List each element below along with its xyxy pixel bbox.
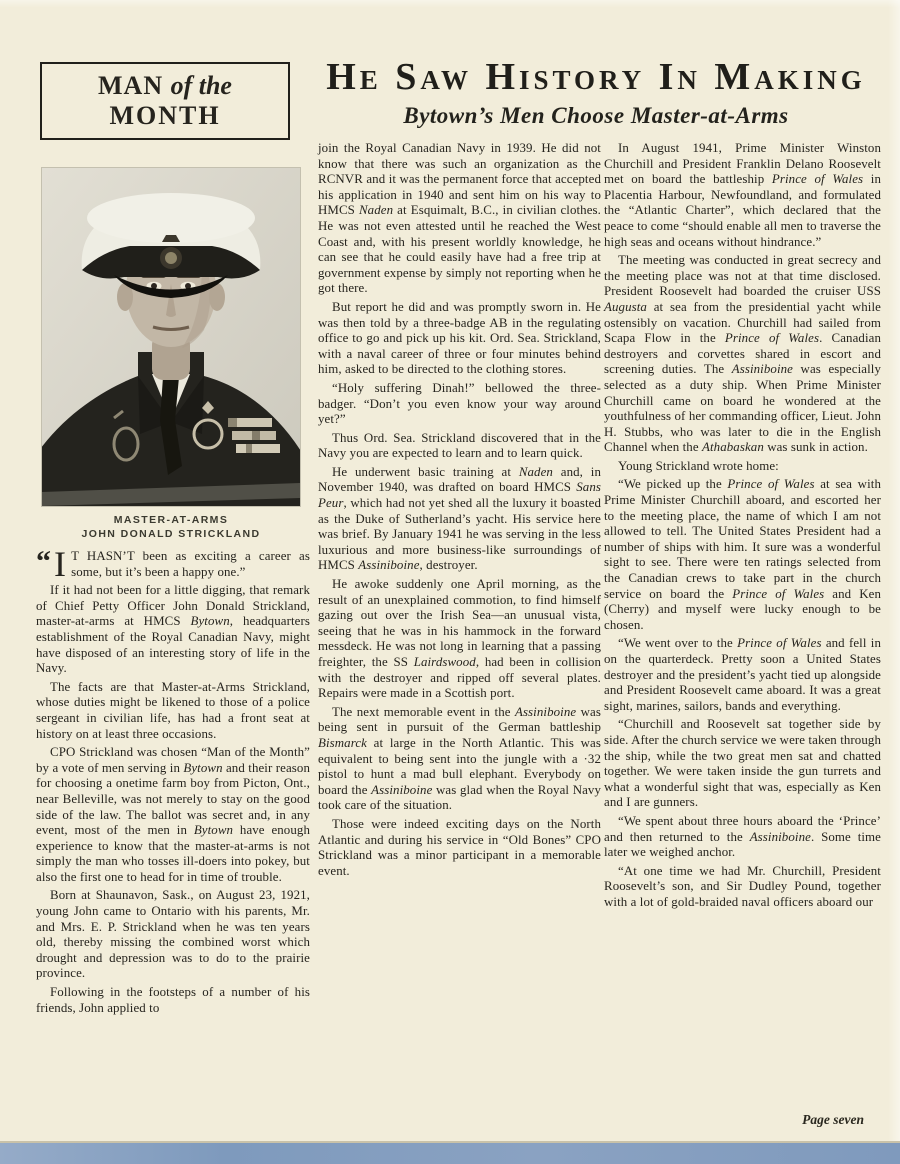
photo-caption [34, 513, 308, 541]
paragraph: Following in the footsteps of a number of his friends, John applied to [36, 985, 310, 1015]
drop-cap: I [54, 544, 67, 584]
paragraph: Thus Ord. Sea. Strickland discovered that in the Navy you are expected to learn and to learn quick. [318, 430, 601, 461]
paragraph: He awoke suddenly one April morning, as the result of an unexplained commotion, to find himself gazing out over the Irish Sea—an unusual vista, seeing that he was in his hammock in the forward messdeck. He was not long in learning that a passing freighter, the SS Lairdswood, had been in collision with the destroyer and ripped off several plates. Repairs were made in a Scottish port. [318, 577, 601, 701]
article-column-right [604, 141, 881, 914]
paragraph: “We spent about three hours aboard the ‘Prince’ and then returned to the Assiniboine. Some time later we weighed anchor. [604, 813, 882, 860]
headline-block [306, 56, 886, 129]
lead-text: T HASN’T been as exciting a career as some, but it’s been a happy one.” [71, 549, 310, 579]
photo-caption-line2: JOHN DONALD STRICKLAND [81, 528, 261, 540]
portrait-photo-art [42, 168, 300, 506]
scan-edge-right [888, 0, 900, 1164]
photo-caption-line1: MASTER-AT-ARMS [113, 514, 229, 526]
opening-quote-mark: “ [36, 545, 49, 578]
paragraph: Those were indeed exciting days on the North Atlantic and during his service in “Old Bones” CPO Strickland was a minor participant in a memorable event. [318, 816, 601, 878]
man-of-month-line2: MONTH [109, 101, 221, 130]
man-of-month-line1: MAN of the [98, 71, 232, 100]
scan-edge-top [0, 0, 900, 8]
paragraph: If it had not been for a little digging, that remark of Chief Petty Officer John Donald Strickland, master-at-arms at HMCS Bytown, headquarters establishment of the Royal Canadian Navy, might have disposed of an interesting story of life in the Navy. [36, 583, 311, 676]
paragraph: “We picked up the Prince of Wales at sea with Prime Minister Churchill aboard, and escorted her to the meeting place, the name of which I am not allowed to tell. The United States President had a number of ships with him. It sure was a wonderful sight to see. There were ten ratings selected from the Canadian crews to take part in the church service on board the Prince of Wales and Ken (Cherry) and myself were lucky enough to be chosen. [604, 477, 881, 632]
paragraph: But report he did and was promptly sworn in. He was then told by a three-badge AB in the regulating office to go and pick up his kit. Ord. Sea. Strickland, with a naval career of three or four minutes behind him, asked to be directed to the clothing stores. [318, 299, 601, 377]
article-column-left [36, 544, 311, 1019]
paragraph: “We went over to the Prince of Wales and fell in on the quarterdeck. Pretty soon a United States destroyer and the president’s yacht tied up alongside and President Roosevelt came aboard. It was a great sight, marines, sailors, bands and everything. [604, 636, 881, 713]
paragraph: Born at Shaunavon, Sask., on August 23, 1921, young John came to Ontario with his parents, Mr. and Mrs. E. P. Strickland when he was ten years old, thereby missing the combined worst which drought and depression was to do to the prairie province. [36, 888, 310, 981]
paragraph: The meeting was conducted in great secrecy and the meeting place was not at that time disclosed. President Roosevelt had boarded the cruiser USS Augusta at sea from the presidential yacht while ostensibly on vacation. Churchill had sailed from Scapa Flow in the Prince of Wales. Canadian destroyers and corvettes shared in escort and screening duties. The Assiniboine was especially selected as a duty ship. When Prime Minister Churchill came on board he wondered at the youthfulness of her commanding officer, Lieut. John H. Stubbs, who was later to die in the English Channel when the Athabaskan was sunk in action. [604, 253, 881, 455]
paragraph: Young Strickland wrote home: [618, 458, 779, 473]
page-subtitle: Bytown’s Men Choose Master-at-Arms [403, 103, 789, 128]
paragraph: “Churchill and Roosevelt sat together side by side. After the church service we were taken through the ship, while the two great men sat and chatted together. We were taken inside the gun turrets and what a wonderful sight that was, especially as Ken and I are gunners. [604, 717, 881, 810]
paragraph: The next memorable event in the Assiniboine was being sent in pursuit of the German battleship Bismarck at large in the North Atlantic. This was equivalent to being sent into the jungle with a ·32 pistol to hunt a mad bull elephant. Everybody on board the Assiniboine was glad when the Royal Navy took care of the situation. [318, 704, 602, 813]
page-title: He Saw History In Making [326, 56, 866, 98]
lead-paragraph [36, 544, 310, 584]
bottom-edge-strip [0, 1141, 900, 1164]
paragraph: “Holy suffering Dinah!” bellowed the three-badger. “Don’t you even know your way around yet?” [318, 380, 601, 427]
paragraph: CPO Strickland was chosen “Man of the Month” by a vote of men serving in Bytown and their reason for choosing a onetime farm boy from Picton, Ont., near Belleville, was not merely to stay on the good side of the law. The ballot was secret and, in any event, most of the men in Bytown have enough experience to know that the master-at-arms is not simply the man who tosses ill-doers into pokey, but also the first one to head for in time of trouble. [36, 745, 310, 884]
man-of-month-box [40, 62, 290, 140]
page-number: Page seven [802, 1112, 864, 1127]
paragraph: He underwent basic training at Naden and, in November 1940, was drafted on board HMCS Sans Peur, which had not yet shed all the luxury it boasted as the Duke of Sutherland’s yacht. His service here was brief. By January 1941 he was serving in the less luxurious and more business-like surroundings of HMCS Assiniboine, destroyer. [318, 464, 601, 573]
paragraph: join the Royal Canadian Navy in 1939. He did not know that there was such an organization as the RCNVR and it was the permanent force that accepted his application in 1940 and sent him on his way to HMCS Naden at Esquimalt, B.C., in civilian clothes. He was not even attested until he reached the West Coast and, with his present worldly knowledge, he can see that he could easily have had a free trip at government expense by simply not reporting when he got there. [318, 141, 601, 296]
article-column-middle [318, 141, 601, 882]
portrait-photo [42, 168, 300, 506]
paragraph: The facts are that Master-at-Arms Strickland, whose duties might be likened to those of a police sergeant in civilian life, has had a front seat at history on at least three occasions. [36, 679, 310, 741]
paragraph: “At one time we had Mr. Churchill, President Roosevelt’s son, and Sir Dudley Pound, together with a lot of gold-braided naval officers aboard our [604, 863, 881, 909]
paragraph: In August 1941, Prime Minister Winston Churchill and President Franklin Delano Roosevelt met on board the battleship Prince of Wales in Placentia Harbour, Newfoundland, and formulated the “Atlantic Charter”, which declared that the peace to come “should enable all men to traverse the high seas and oceans without hindrance.” [604, 141, 881, 249]
